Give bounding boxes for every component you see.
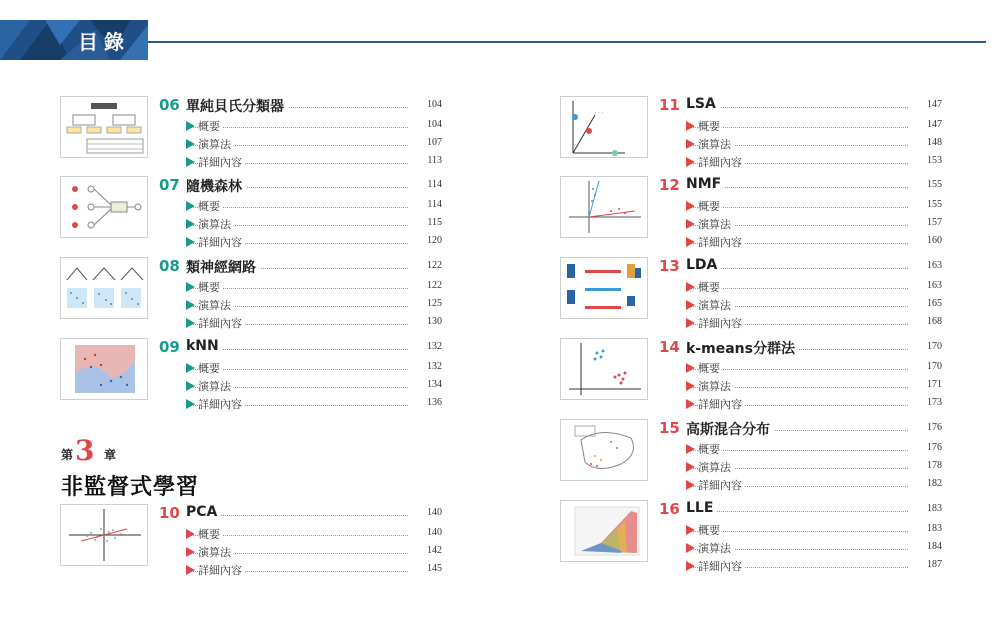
entry-title: LSA bbox=[686, 96, 720, 112]
page-number: 140 bbox=[427, 507, 442, 518]
naive-bayes-thumbnail bbox=[60, 96, 148, 158]
triangle-bullet-icon bbox=[186, 121, 195, 131]
sub-entry-label: 概要 bbox=[698, 198, 723, 214]
page-number: 182 bbox=[927, 478, 942, 489]
toc-entry[interactable] bbox=[60, 338, 444, 420]
entry-title-row[interactable] bbox=[186, 178, 442, 194]
sub-entry-label: 詳細內容 bbox=[198, 315, 245, 331]
triangle-bullet-icon bbox=[186, 547, 195, 557]
triangle-bullet-icon bbox=[686, 237, 695, 247]
sub-entry-label: 演算法 bbox=[698, 378, 734, 394]
sub-entry-label: 概要 bbox=[198, 118, 223, 134]
sub-entry-label: 演算法 bbox=[698, 459, 734, 475]
page-number: 142 bbox=[427, 545, 442, 556]
sub-entry-row[interactable] bbox=[686, 198, 942, 214]
triangle-bullet-icon bbox=[686, 201, 695, 211]
entry-title-row[interactable] bbox=[186, 98, 442, 114]
pca-thumbnail bbox=[60, 504, 148, 566]
toc-entry[interactable] bbox=[60, 96, 444, 178]
chapter-number: 3 bbox=[75, 434, 95, 467]
sub-entry-row[interactable] bbox=[686, 360, 942, 376]
toc-entry[interactable] bbox=[560, 419, 944, 501]
page-number: 107 bbox=[427, 137, 442, 148]
entry-title-row[interactable] bbox=[186, 259, 442, 275]
entry-title-row[interactable] bbox=[686, 340, 942, 356]
sub-entry-label: 演算法 bbox=[698, 297, 734, 313]
triangle-bullet-icon bbox=[186, 363, 195, 373]
chapter-entry-number: 13 bbox=[659, 257, 680, 275]
triangle-bullet-icon bbox=[186, 318, 195, 328]
triangle-bullet-icon bbox=[186, 157, 195, 167]
sub-entry-row[interactable] bbox=[186, 526, 442, 542]
chapter-entry-number: 06 bbox=[159, 96, 180, 114]
triangle-bullet-icon bbox=[686, 525, 695, 535]
sub-entry-label: 概要 bbox=[698, 279, 723, 295]
page-number: 115 bbox=[427, 217, 442, 228]
sub-entry-label: 概要 bbox=[198, 360, 223, 376]
chapter-entry-number: 16 bbox=[659, 500, 680, 518]
triangle-bullet-icon bbox=[686, 139, 695, 149]
sub-entry-row[interactable] bbox=[186, 396, 442, 412]
sub-entry-label: 演算法 bbox=[198, 378, 234, 394]
page-number: 176 bbox=[927, 442, 942, 453]
sub-entry-row[interactable] bbox=[686, 441, 942, 457]
dot-leader bbox=[686, 511, 908, 512]
sub-entry-label: 詳細內容 bbox=[698, 477, 745, 493]
page-number: 171 bbox=[927, 379, 942, 390]
knn-thumbnail bbox=[60, 338, 148, 400]
sub-entry-row[interactable] bbox=[186, 315, 442, 331]
sub-entry-row[interactable] bbox=[186, 279, 442, 295]
sub-entry-row[interactable] bbox=[186, 198, 442, 214]
sub-entry-label: 概要 bbox=[698, 118, 723, 134]
page-number: 104 bbox=[427, 99, 442, 110]
neural-network-thumbnail bbox=[60, 257, 148, 319]
sub-entry-label: 詳細內容 bbox=[698, 396, 745, 412]
sub-entry-row[interactable] bbox=[186, 562, 442, 578]
triangle-bullet-icon bbox=[186, 237, 195, 247]
page-number: 113 bbox=[427, 155, 442, 166]
page-number: 125 bbox=[427, 298, 442, 309]
sub-entry-row[interactable] bbox=[686, 118, 942, 134]
sub-entry-label: 詳細內容 bbox=[698, 234, 745, 250]
lle-thumbnail bbox=[560, 500, 648, 562]
page-number: 178 bbox=[927, 460, 942, 471]
triangle-bullet-icon bbox=[686, 318, 695, 328]
entry-title-row[interactable] bbox=[686, 502, 942, 518]
sub-entry-label: 概要 bbox=[698, 522, 723, 538]
chapter-prefix: 第 bbox=[61, 448, 74, 462]
sub-entry-row[interactable] bbox=[686, 216, 942, 232]
sub-entry-row[interactable] bbox=[186, 360, 442, 376]
entry-title-row[interactable] bbox=[686, 98, 942, 114]
toc-entry[interactable] bbox=[60, 176, 444, 258]
nmf-thumbnail bbox=[560, 176, 648, 238]
svg-text:. . .: . . . bbox=[595, 109, 603, 115]
sub-entry-row[interactable] bbox=[686, 522, 942, 538]
entry-title: 類神經網路 bbox=[186, 257, 260, 277]
toc-entry[interactable] bbox=[560, 338, 944, 420]
sub-entry-row[interactable] bbox=[686, 558, 942, 574]
page-number: 155 bbox=[927, 199, 942, 210]
sub-entry-row[interactable] bbox=[686, 136, 942, 152]
triangle-bullet-icon bbox=[686, 561, 695, 571]
sub-entry-row[interactable] bbox=[686, 315, 942, 331]
page-number: 114 bbox=[427, 199, 442, 210]
page-number: 120 bbox=[427, 235, 442, 246]
entry-title: NMF bbox=[686, 176, 725, 192]
page-number: 155 bbox=[927, 179, 942, 190]
sub-entry-label: 詳細內容 bbox=[198, 562, 245, 578]
sub-entry-row[interactable] bbox=[686, 540, 942, 556]
sub-entry-label: 詳細內容 bbox=[198, 154, 245, 170]
entry-title: kNN bbox=[186, 338, 223, 354]
page-number: 122 bbox=[427, 260, 442, 271]
page-number: 140 bbox=[427, 527, 442, 538]
page-number: 173 bbox=[927, 397, 942, 408]
toc-entry[interactable] bbox=[560, 96, 944, 178]
sub-entry-row[interactable] bbox=[186, 216, 442, 232]
sub-entry-label: 詳細內容 bbox=[198, 396, 245, 412]
kmeans-thumbnail bbox=[560, 338, 648, 400]
chapter-title: 非監督式學習 bbox=[61, 474, 200, 500]
toc-entry[interactable] bbox=[560, 176, 944, 258]
header-rule bbox=[148, 41, 986, 43]
page-number: 183 bbox=[927, 503, 942, 514]
page-number: 170 bbox=[927, 341, 942, 352]
page-number: 122 bbox=[427, 280, 442, 291]
entry-title: LDA bbox=[686, 257, 721, 273]
sub-entry-label: 詳細內容 bbox=[698, 315, 745, 331]
entry-title-row[interactable] bbox=[186, 340, 442, 356]
triangle-bullet-icon bbox=[186, 139, 195, 149]
toc-title: 目錄 bbox=[78, 30, 130, 54]
sub-entry-row[interactable] bbox=[186, 154, 442, 170]
page-number: 168 bbox=[927, 316, 942, 327]
sub-entry-label: 詳細內容 bbox=[698, 154, 745, 170]
page-number: 183 bbox=[927, 523, 942, 534]
sub-entry-label: 演算法 bbox=[198, 136, 234, 152]
chapter-entry-number: 15 bbox=[659, 419, 680, 437]
triangle-bullet-icon bbox=[686, 282, 695, 292]
page-number: 114 bbox=[427, 179, 442, 190]
triangle-bullet-icon bbox=[186, 201, 195, 211]
page-number: 147 bbox=[927, 99, 942, 110]
page-number: 160 bbox=[927, 235, 942, 246]
entry-title-row[interactable] bbox=[686, 178, 942, 194]
triangle-bullet-icon bbox=[686, 157, 695, 167]
page-number: 145 bbox=[427, 563, 442, 574]
entry-title: 隨機森林 bbox=[186, 176, 246, 196]
sub-entry-row[interactable] bbox=[186, 297, 442, 313]
page-number: 130 bbox=[427, 316, 442, 327]
lda-thumbnail bbox=[560, 257, 648, 319]
page-number: 147 bbox=[927, 119, 942, 130]
page-number: 153 bbox=[927, 155, 942, 166]
entry-title-row[interactable] bbox=[686, 259, 942, 275]
entry-title: LLE bbox=[686, 500, 717, 516]
toc-entry[interactable] bbox=[560, 500, 944, 582]
entry-title: 單純貝氏分類器 bbox=[186, 96, 288, 116]
triangle-bullet-icon bbox=[686, 462, 695, 472]
triangle-bullet-icon bbox=[686, 480, 695, 490]
sub-entry-label: 詳細內容 bbox=[698, 558, 745, 574]
sub-entry-row[interactable] bbox=[186, 378, 442, 394]
toc-entry[interactable] bbox=[60, 504, 444, 586]
triangle-bullet-icon bbox=[186, 529, 195, 539]
sub-entry-label: 演算法 bbox=[198, 297, 234, 313]
chapter-entry-number: 08 bbox=[159, 257, 180, 275]
entry-title: PCA bbox=[186, 504, 221, 520]
entry-title-row[interactable] bbox=[686, 421, 942, 437]
chapter-entry-number: 09 bbox=[159, 338, 180, 356]
sub-entry-label: 演算法 bbox=[198, 544, 234, 560]
page-number: 132 bbox=[427, 361, 442, 372]
toc-entry[interactable] bbox=[60, 257, 444, 339]
random-forest-thumbnail bbox=[60, 176, 148, 238]
page-number: 136 bbox=[427, 397, 442, 408]
page-number: 163 bbox=[927, 260, 942, 271]
triangle-bullet-icon bbox=[186, 399, 195, 409]
sub-entry-label: 概要 bbox=[698, 360, 723, 376]
sub-entry-row[interactable] bbox=[186, 544, 442, 560]
triangle-bullet-icon bbox=[186, 300, 195, 310]
triangle-bullet-icon bbox=[686, 300, 695, 310]
sub-entry-row[interactable] bbox=[686, 297, 942, 313]
triangle-bullet-icon bbox=[686, 543, 695, 553]
triangle-bullet-icon bbox=[686, 121, 695, 131]
triangle-bullet-icon bbox=[186, 565, 195, 575]
triangle-bullet-icon bbox=[686, 381, 695, 391]
entry-title: 高斯混合分布 bbox=[686, 419, 774, 439]
triangle-bullet-icon bbox=[186, 381, 195, 391]
sub-entry-row[interactable] bbox=[686, 234, 942, 250]
entry-title-row[interactable] bbox=[186, 506, 442, 522]
sub-entry-label: 詳細內容 bbox=[198, 234, 245, 250]
page-number: 104 bbox=[427, 119, 442, 130]
page-number: 157 bbox=[927, 217, 942, 228]
sub-entry-label: 演算法 bbox=[198, 216, 234, 232]
chapter-entry-number: 14 bbox=[659, 338, 680, 356]
lsa-thumbnail bbox=[560, 96, 648, 158]
sub-entry-row[interactable] bbox=[686, 477, 942, 493]
sub-entry-row[interactable] bbox=[186, 136, 442, 152]
page-number: 163 bbox=[927, 280, 942, 291]
page-number: 170 bbox=[927, 361, 942, 372]
sub-entry-row[interactable] bbox=[686, 378, 942, 394]
triangle-bullet-icon bbox=[686, 363, 695, 373]
page-number: 148 bbox=[927, 137, 942, 148]
sub-entry-label: 概要 bbox=[198, 198, 223, 214]
chapter-entry-number: 12 bbox=[659, 176, 680, 194]
entry-title: k-means分群法 bbox=[686, 338, 799, 358]
triangle-bullet-icon bbox=[186, 282, 195, 292]
sub-entry-row[interactable] bbox=[686, 459, 942, 475]
sub-entry-row[interactable] bbox=[686, 279, 942, 295]
page-number: 184 bbox=[927, 541, 942, 552]
page-number: 176 bbox=[927, 422, 942, 433]
gmm-thumbnail bbox=[560, 419, 648, 481]
triangle-bullet-icon bbox=[686, 219, 695, 229]
sub-entry-row[interactable] bbox=[186, 118, 442, 134]
chapter-entry-number: 11 bbox=[659, 96, 680, 114]
page-number: 187 bbox=[927, 559, 942, 570]
sub-entry-row[interactable] bbox=[186, 234, 442, 250]
sub-entry-label: 概要 bbox=[198, 526, 223, 542]
sub-entry-row[interactable] bbox=[686, 396, 942, 412]
chapter-suffix: 章 bbox=[104, 448, 117, 462]
sub-entry-row[interactable] bbox=[686, 154, 942, 170]
triangle-bullet-icon bbox=[686, 444, 695, 454]
sub-entry-label: 演算法 bbox=[698, 216, 734, 232]
toc-entry[interactable] bbox=[560, 257, 944, 339]
chapter-entry-number: 07 bbox=[159, 176, 180, 194]
sub-entry-label: 概要 bbox=[698, 441, 723, 457]
page-number: 165 bbox=[927, 298, 942, 309]
page-number: 132 bbox=[427, 341, 442, 352]
triangle-bullet-icon bbox=[186, 219, 195, 229]
sub-entry-label: 演算法 bbox=[698, 540, 734, 556]
triangle-bullet-icon bbox=[686, 399, 695, 409]
sub-entry-label: 概要 bbox=[198, 279, 223, 295]
chapter-entry-number: 10 bbox=[159, 504, 180, 522]
sub-entry-label: 演算法 bbox=[698, 136, 734, 152]
page-number: 134 bbox=[427, 379, 442, 390]
